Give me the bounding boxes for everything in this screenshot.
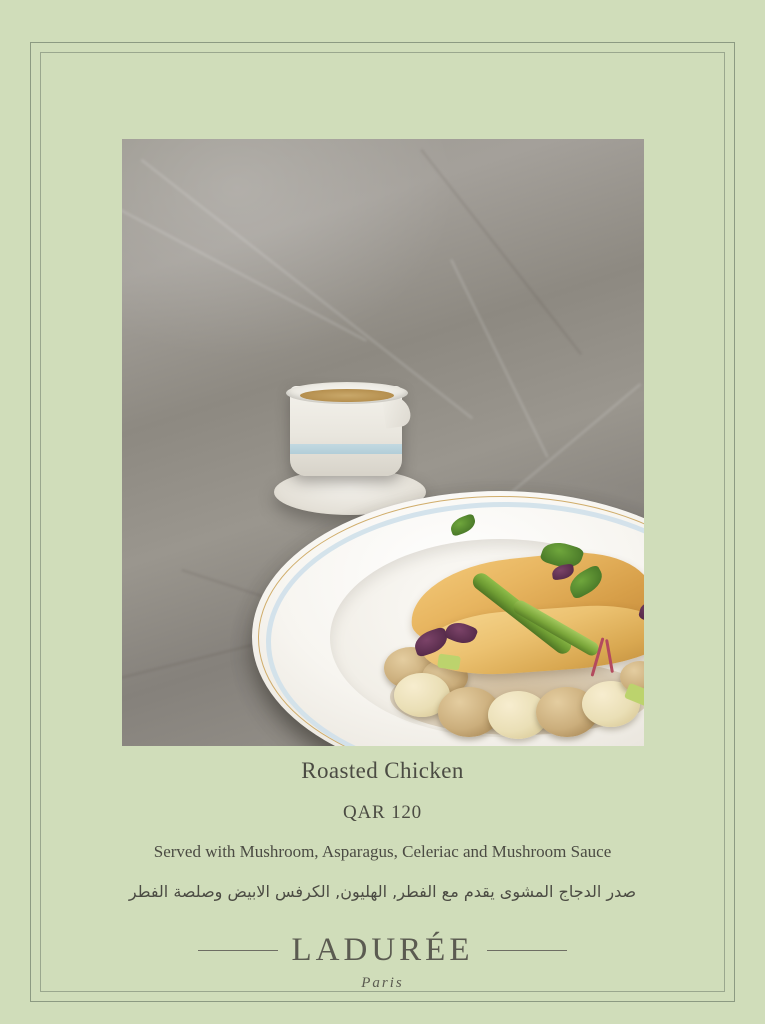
dish-description-english: Served with Mushroom, Asparagus, Celeriac and Mushroom Sauce: [153, 842, 612, 861]
brand-logo: [0, 932, 765, 992]
logo-rule-right: [487, 950, 567, 951]
brand-logo-row: [0, 932, 765, 969]
creamer-stripe: [290, 444, 402, 454]
dish-description-arabic: صدر الدجاج المشوى يقدم مع الفطر, الهليون, الكرفس الابيض وصلصة الفطر: [128, 882, 637, 901]
dish-caption: [60, 758, 705, 901]
dish-name: Roasted Chicken: [301, 758, 464, 783]
logo-rule-left: [198, 950, 278, 951]
dish-photo: [122, 139, 644, 746]
brand-name: LADURÉE: [291, 932, 474, 968]
celeriac-dice: [437, 654, 461, 671]
brand-subtitle: Paris: [361, 975, 404, 991]
dish-price: QAR 120: [343, 802, 422, 823]
mushroom-sauce-in-creamer: [300, 389, 394, 402]
